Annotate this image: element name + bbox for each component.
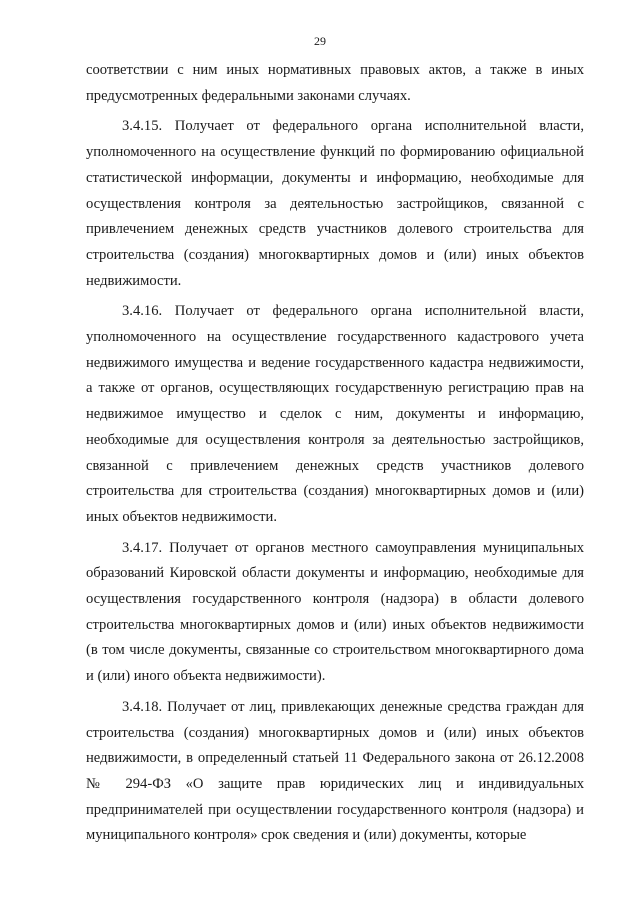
paragraph-3-4-18: 3.4.18. Получает от лиц, привлекающих денежные средства граждан для строительства (создания) многоквартирных домов и (или) иных объектов недвижимости, в определенный статьей 11 Федерального закона от 26.12.2008 № 294-ФЗ «О защите прав юридических лиц и индивидуальных предпринимателей при осуществлении государственного контроля (надзора) и муниципального контроля» срок сведения и (или) документы, которые: [86, 698, 584, 844]
page-number: 29: [314, 34, 326, 48]
paragraph-continuation: соответствии с ним иных нормативных правовых актов, а также в иных предусмотренных федеральными законами случаях.: [86, 62, 584, 104]
paragraph-3-4-17: 3.4.17. Получает от органов местного самоуправления муниципальных образований Кировской области документы и информацию, необходимые для осуществления государственного контроля (надзора) в области долевого строительства многоквартирных домов и (или) иных объектов недвижимости (в том числе документы, связанные со строительством многоквартирного дома и (или) иного объекта недвижимости).: [86, 539, 584, 685]
document-body: [86, 58, 584, 854]
paragraph-3-4-16: 3.4.16. Получает от федерального органа исполнительной власти, уполномоченного на осуществление государственного кадастрового учета недвижимого имущества и ведение государственного кадастра недвижимости, а также от органов, осуществляющих государственную регистрацию прав на недвижимое имущество и сделок с ним, документы и информацию, необходимые для осуществления контроля за деятельностью застройщиков, связанной с привлечением денежных средств участников долевого строительства для строительства (создания) многоквартирных домов и (или) иных объектов недвижимости.: [86, 303, 584, 525]
paragraph-3-4-15: 3.4.15. Получает от федерального органа исполнительной власти, уполномоченного на осуществление функций по формированию официальной статистической информации, документы и информацию, необходимые для осуществления контроля за деятельностью застройщиков, связанной с привлечением денежных средств участников долевого строительства для строительства (создания) многоквартирных домов и (или) иных объектов недвижимости.: [86, 118, 584, 289]
